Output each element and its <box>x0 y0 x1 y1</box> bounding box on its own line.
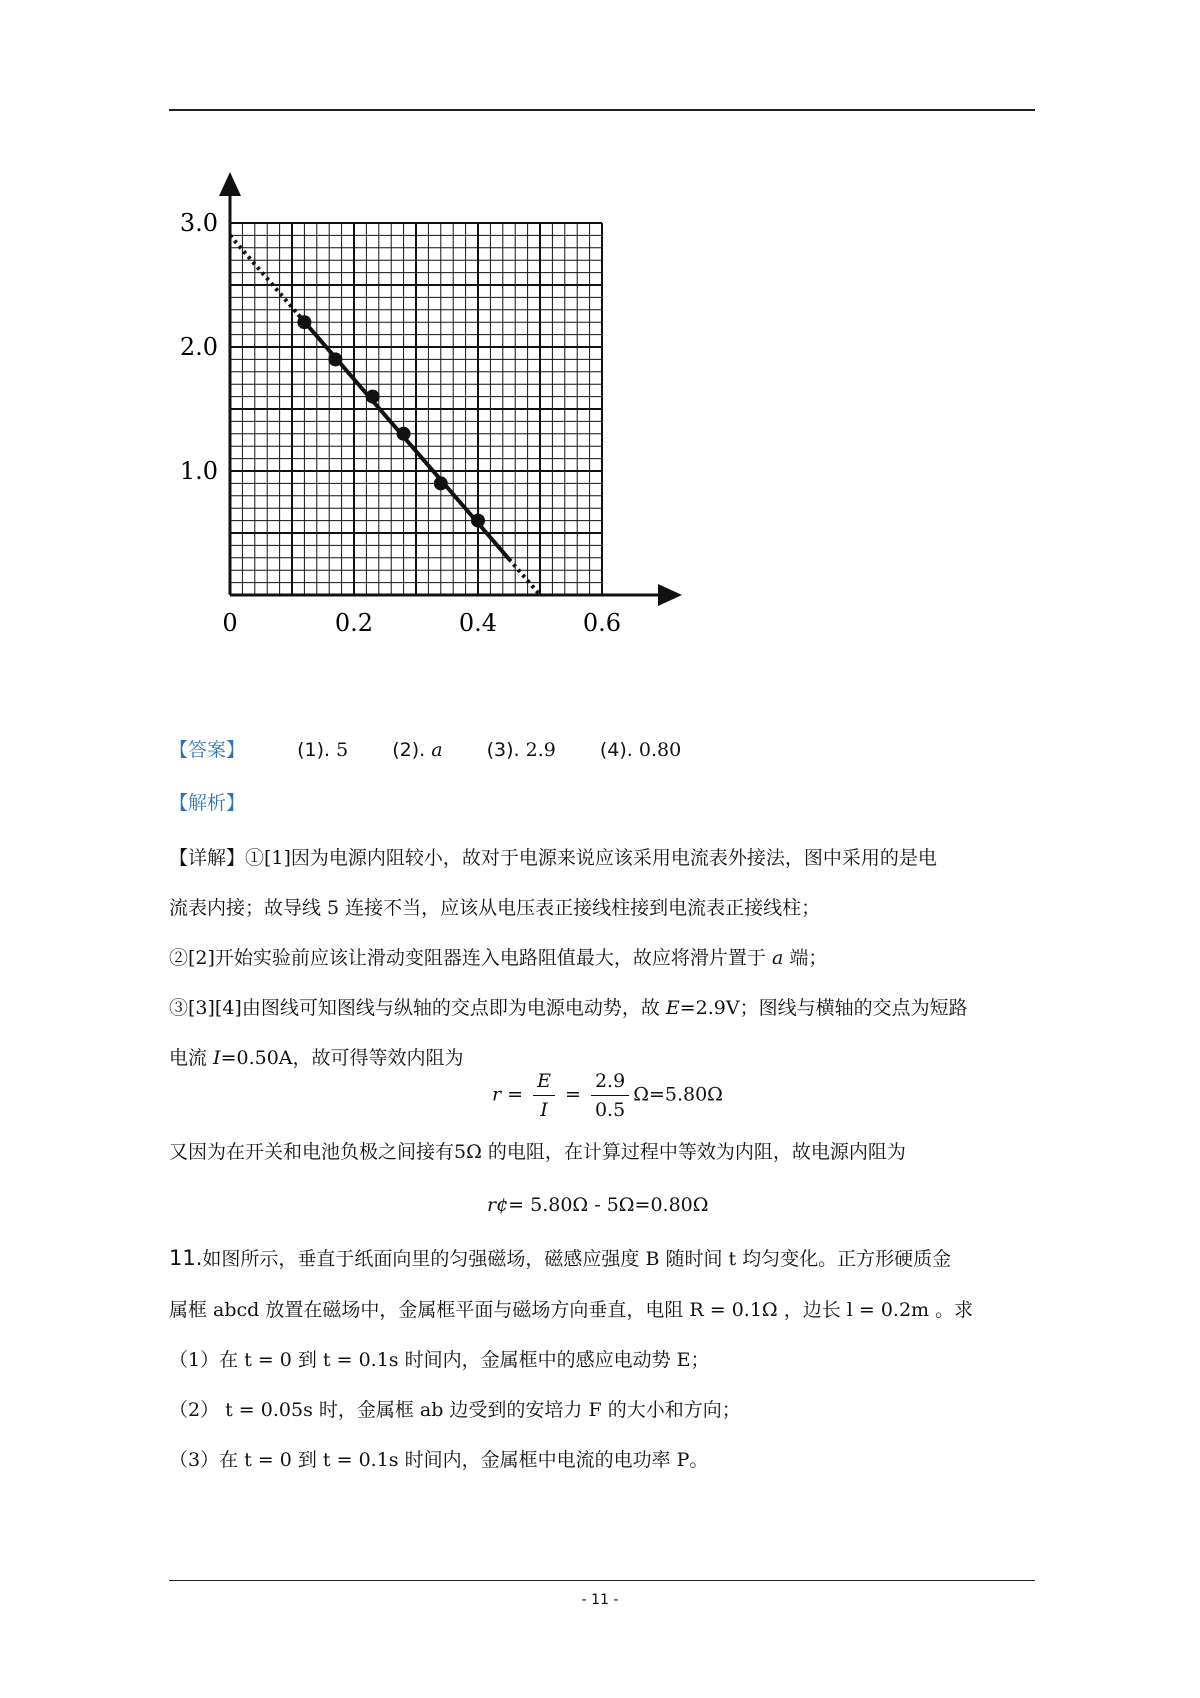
data-point <box>328 352 342 366</box>
equation-source-resistance: r¢= 5.80Ω - 5Ω=0.80Ω <box>487 1194 709 1216</box>
analysis-p4: 又因为在开关和电池负极之间接有5Ω 的电阻，在计算过程中等效为内阻，故电源内阻为 <box>169 1141 906 1163</box>
answer-item-1: (1). 5 <box>297 739 349 761</box>
answer-row <box>169 735 1049 765</box>
question-11-line2: 属框 abcd 放置在磁场中，金属框平面与磁场方向垂直，电阻 R = 0.1Ω ，边长 l = 0.2m 。求 <box>169 1299 974 1321</box>
y-tick-label: 2.0 <box>179 333 218 361</box>
data-point <box>471 514 485 528</box>
fit-line-extrapolated <box>230 235 298 314</box>
x-tick-label: 0.4 <box>458 609 498 637</box>
data-point <box>397 427 411 441</box>
x-tick-label: 0.2 <box>334 609 374 637</box>
graph-grid <box>230 223 602 595</box>
answer-item-4: (4). 0.80 <box>599 739 682 761</box>
question-number: 11. <box>169 1246 203 1270</box>
x-tick-label: 0 <box>222 609 238 637</box>
question-11-sub1: （1）在 t = 0 到 t = 0.1s 时间内，金属框中的感应电动势 E； <box>169 1349 710 1371</box>
graph-axes <box>219 172 682 606</box>
fit-line-extrapolated <box>509 559 540 595</box>
y-tick-label: 1.0 <box>179 457 218 485</box>
header-rule <box>169 109 1035 111</box>
y-axis-arrow <box>219 172 241 196</box>
answer-label: 【答案】 <box>169 739 246 761</box>
question-11-sub3: （3）在 t = 0 到 t = 0.1s 时间内，金属框中电流的电功率 P。 <box>169 1449 709 1471</box>
analysis-p1-line2: 流表内接；故导线 5 连接不当，应该从电压表正接线柱接到电流表正接线柱； <box>169 897 821 919</box>
y-tick-label: 3.0 <box>179 209 218 237</box>
equation-internal-resistance: r = $\frac{E}{I}$ = $\frac{2.9}{0.5}$ Ω=5.80Ω <box>492 1067 723 1124</box>
analysis-p3-line1: ③[3][4]由图线可知图线与纵轴的交点即为电源电动势，故 E=2.9V；图线与横轴的交点为短路 <box>169 997 968 1019</box>
analysis-p1-line1: 【详解】①[1]因为电源内阻较小，故对于电源来说应该采用电流表外接法，图中采用的是电 <box>169 847 937 869</box>
data-point <box>366 390 380 404</box>
footer-rule <box>169 1580 1035 1581</box>
graph-tick-labels <box>180 209 621 637</box>
answer-item-2: (2). a <box>392 739 443 761</box>
analysis-label: 【解析】 <box>169 792 246 814</box>
u-i-graph <box>160 160 720 640</box>
page-number: - 11 - <box>581 1592 619 1608</box>
fit-line <box>230 235 540 595</box>
analysis-p2: ②[2]开始实验前应该让滑动变阻器连入电路阻值最大，故应将滑片置于 a 端； <box>169 947 828 969</box>
x-axis-arrow <box>658 584 682 606</box>
data-point <box>297 315 311 329</box>
x-tick-label: 0.6 <box>582 609 622 637</box>
analysis-p3-line2: 电流 I=0.50A，故可得等效内阻为 <box>169 1047 464 1069</box>
question-11-line1: 11.如图所示，垂直于纸面向里的匀强磁场，磁感应强度 B 随时间 t 均匀变化。正方形硬质金 <box>169 1246 952 1270</box>
data-point <box>434 476 448 490</box>
question-11-sub2: （2） t = 0.05s 时，金属框 ab 边受到的安培力 F 的大小和方向； <box>169 1399 741 1421</box>
answer-item-3: (3). 2.9 <box>486 739 556 761</box>
